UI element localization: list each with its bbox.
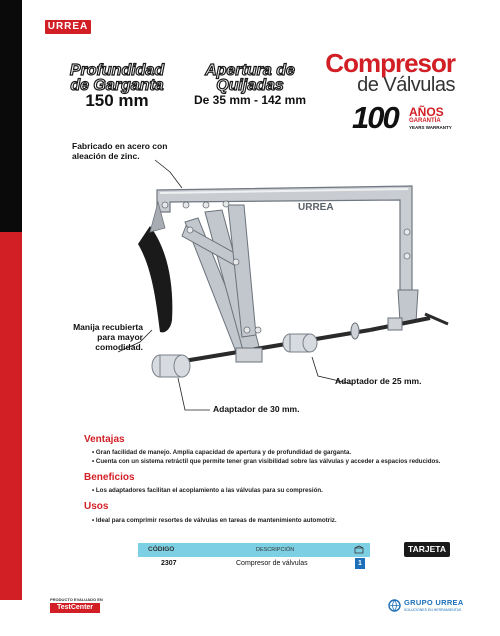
apertura-value: De 35 mm - 142 mm	[193, 93, 307, 107]
profundidad-value: 150 mm	[85, 91, 149, 110]
callout-manija: Manija recubierta para mayor comodidad.	[73, 322, 143, 352]
ventajas-item: • Cuenta con un sistema retráctil que permite tener gran visibilidad sobre las válvulas y acceder a espacios reducidos.	[92, 458, 441, 465]
urrea-logo: URREA	[45, 20, 91, 34]
warranty-garantia: GARANTÍA	[409, 118, 441, 124]
threaded-rod	[160, 330, 370, 365]
product-subtitle: de Válvulas	[357, 74, 455, 96]
adapter-25mm	[283, 334, 317, 352]
usos-item: • Ideal para comprimir resortes de válvulas en tareas de mantenimiento automotriz.	[92, 517, 337, 524]
warranty-anos: AÑOS	[409, 105, 444, 119]
callout-adaptador-30: Adaptador de 30 mm.	[213, 404, 300, 414]
testcenter-logo: TestCenter	[50, 603, 100, 613]
globe-icon	[388, 599, 401, 612]
ventajas-item: • Gran facilidad de manejo. Amplia capacidad de apertura y de profundidad de garganta.	[92, 449, 352, 456]
evaluated-label: PRODUCTO EVALUADO EN	[50, 597, 103, 602]
beneficios-heading: Beneficios	[84, 472, 135, 483]
apertura-title: Apertura de Quijadas	[205, 62, 295, 94]
ventajas-heading: Ventajas	[84, 434, 125, 445]
usos-heading: Usos	[84, 501, 109, 512]
header-codigo: CÓDIGO	[148, 546, 175, 553]
header-descripcion: DESCRIPCIÓN	[256, 547, 295, 553]
tool-brand-mark: URREA	[298, 202, 334, 213]
row-codigo: 2307	[161, 560, 177, 567]
profundidad-title: Profundidad de Garganta	[69, 62, 165, 94]
callout-acero: Fabricado en acero con aleación de zinc.	[72, 141, 168, 161]
row-descripcion: Compresor de válvulas	[236, 560, 308, 567]
linkage-arms	[182, 205, 260, 357]
grupo-urrea-logo	[388, 598, 468, 618]
adapter-30mm	[152, 355, 190, 377]
grupo-subtitle: SOLUCIONES EN HERRAMIENTAS	[404, 608, 462, 612]
product-title: Compresor	[325, 48, 455, 78]
package-icon	[354, 545, 364, 554]
warranty-number: 100	[352, 100, 398, 135]
callout-adaptador-25: Adaptador de 25 mm.	[335, 376, 422, 386]
tarjeta-badge: TARJETA	[404, 542, 450, 557]
row-qty-badge: 1	[355, 558, 365, 569]
warranty-years: YEARS WARRANTY	[409, 125, 452, 130]
beneficios-item: • Los adaptadores facilitan el acoplamiento a las válvulas para su compresión.	[92, 487, 323, 494]
grupo-name: GRUPO URREA	[404, 598, 464, 607]
handle-grip	[138, 226, 172, 332]
table-header	[138, 543, 370, 557]
